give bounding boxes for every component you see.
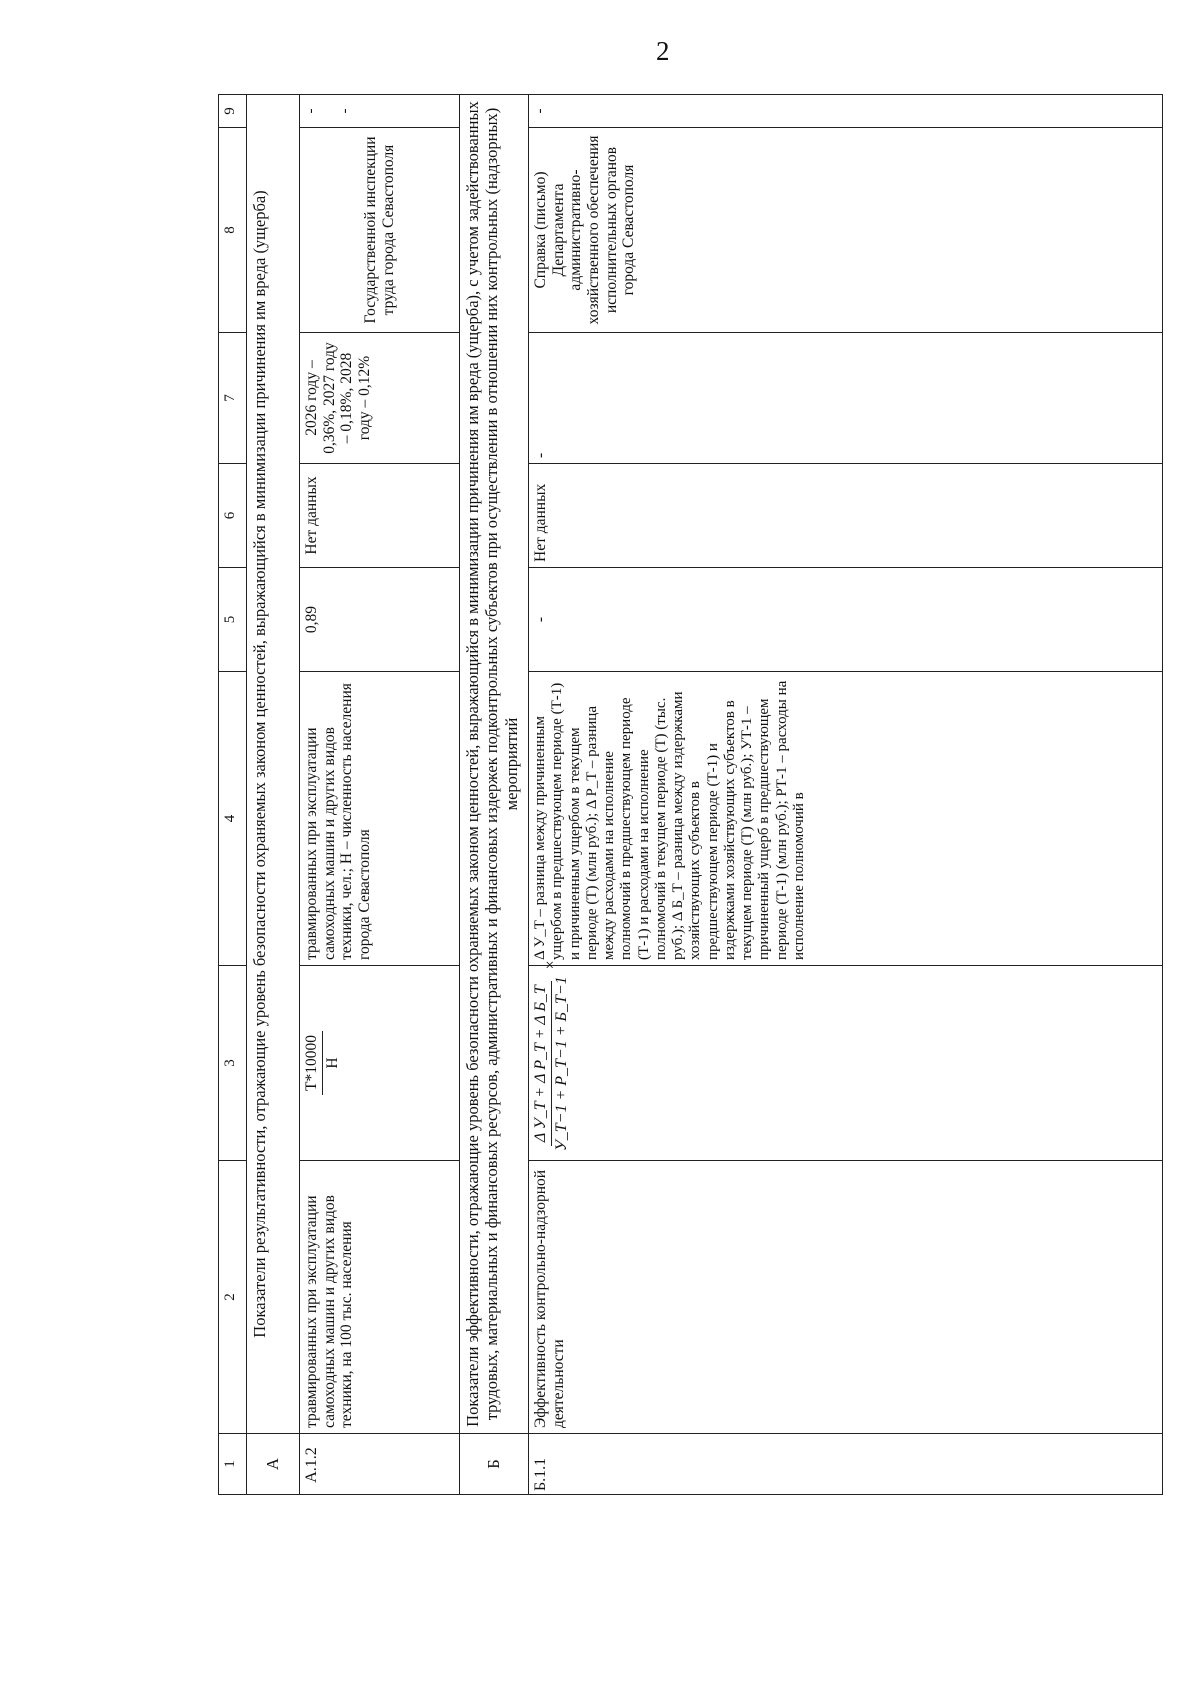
multiply-sign: × xyxy=(542,960,560,970)
section-a-row xyxy=(247,95,300,1495)
row-b11-col5: - xyxy=(529,568,1163,672)
row-b11-code: Б.1.1 xyxy=(529,1434,1163,1495)
formula-efficiency xyxy=(532,960,571,1155)
column-number: 4 xyxy=(219,672,247,966)
indicators-table xyxy=(218,94,1163,1495)
formula-numerator: Δ У_T + Δ P_T + Δ Б_T xyxy=(532,981,552,1146)
formula-denominator: Н xyxy=(323,1057,341,1069)
formula-fraction xyxy=(532,972,571,1155)
formula-denominator: У_T−1 + P_T−1 + Б_T−1 xyxy=(553,976,571,1151)
section-b-row xyxy=(460,95,529,1495)
row-a12-col8: Государственной инспекции труда города Севастополя xyxy=(300,128,460,333)
row-a12-col7: 2026 году – 0,36%, 2027 году – 0,18%, 2028 году – 0,12% xyxy=(300,333,460,464)
column-number: 2 xyxy=(219,1161,247,1434)
column-number: 8 xyxy=(219,128,247,333)
row-b11 xyxy=(529,95,1163,1495)
row-a12-code: А.1.2 xyxy=(300,1434,460,1495)
column-number: 7 xyxy=(219,333,247,464)
row-a12-col9-line1: - xyxy=(303,108,319,114)
section-b-code: Б xyxy=(460,1434,529,1495)
page-number: 2 xyxy=(656,36,670,66)
section-a-code: А xyxy=(247,1434,300,1495)
row-b11-col7: - xyxy=(529,333,1163,464)
row-a12 xyxy=(300,95,460,1495)
row-a12-formula xyxy=(300,966,460,1161)
section-a-title: Показатели результативности, отражающие уровень безопасности охраняемых законом ценностей, выражающийся в минимизации причинения им вреда (ущерба) xyxy=(247,95,300,1434)
formula-numerator: Т*10000 xyxy=(303,1031,323,1095)
row-a12-description: травмированных при эксплуатации самоходных машин и других видов техники, чел.; Н – численность населения города Севастополя xyxy=(300,672,460,966)
formula-fraction xyxy=(303,1031,341,1095)
row-a12-name: травмированных при эксплуатации самоходных машин и других видов техники, на 100 тыс. населения xyxy=(300,1161,460,1434)
rotated-table-wrapper xyxy=(218,95,1163,1495)
row-a12-col5: 0,89 xyxy=(300,568,460,672)
row-b11-description: Δ У_T – разница между причиненным ущербом в предшествующем периоде (Т-1) и причиненным ущербом в текущем периоде (Т) (млн руб.); Δ P_T – разница между расходами на исполнение полномочий в предшествующем периоде (Т-1) и расходами на исполнение полномочий в текущем периоде (Т) (тыс. руб.); Δ Б_T – разница между издержками хозяйствующих субъектов в предшествующем периоде (Т-1) и издержками хозяйствующих субъектов в текущем периоде (Т) (млн руб.); УТ-1 – причиненный ущерб в предшествующем периоде (Т-1) (млн руб.); РТ-1 – расходы на исполнение полномочий в xyxy=(529,672,1163,966)
row-a12-col9 xyxy=(300,95,460,128)
column-numbers-row xyxy=(219,95,247,1495)
column-number: 1 xyxy=(219,1434,247,1495)
row-b11-col6: Нет данных xyxy=(529,464,1163,568)
row-b11-formula xyxy=(529,960,1163,1161)
column-number: 6 xyxy=(219,464,247,568)
column-number: 3 xyxy=(219,966,247,1161)
row-b11-name: Эффективность контрольно-надзорной деятельности xyxy=(529,1161,1163,1434)
row-b11-col9: - xyxy=(529,95,1163,128)
row-b11-col8: Справка (письмо) Департамента административно-хозяйственного обеспечения исполнительных органов города Севастополя xyxy=(529,128,1163,333)
column-number: 5 xyxy=(219,568,247,672)
row-a12-col9-line2: - xyxy=(337,108,354,114)
section-b-title: Показатели эффективности, отражающие уровень безопасности охраняемых законом ценностей, выражающийся в минимизации причинения им вреда (ущерба), с учетом задействованных трудовых, материальных и финансовых ресурсов, административных и финансовых издержек подконтрольных субъектов при осуществлении в отношении них контрольных (надзорных) мероприятий xyxy=(460,95,529,1434)
row-a12-col6: Нет данных xyxy=(300,464,460,568)
column-number: 9 xyxy=(219,95,247,128)
